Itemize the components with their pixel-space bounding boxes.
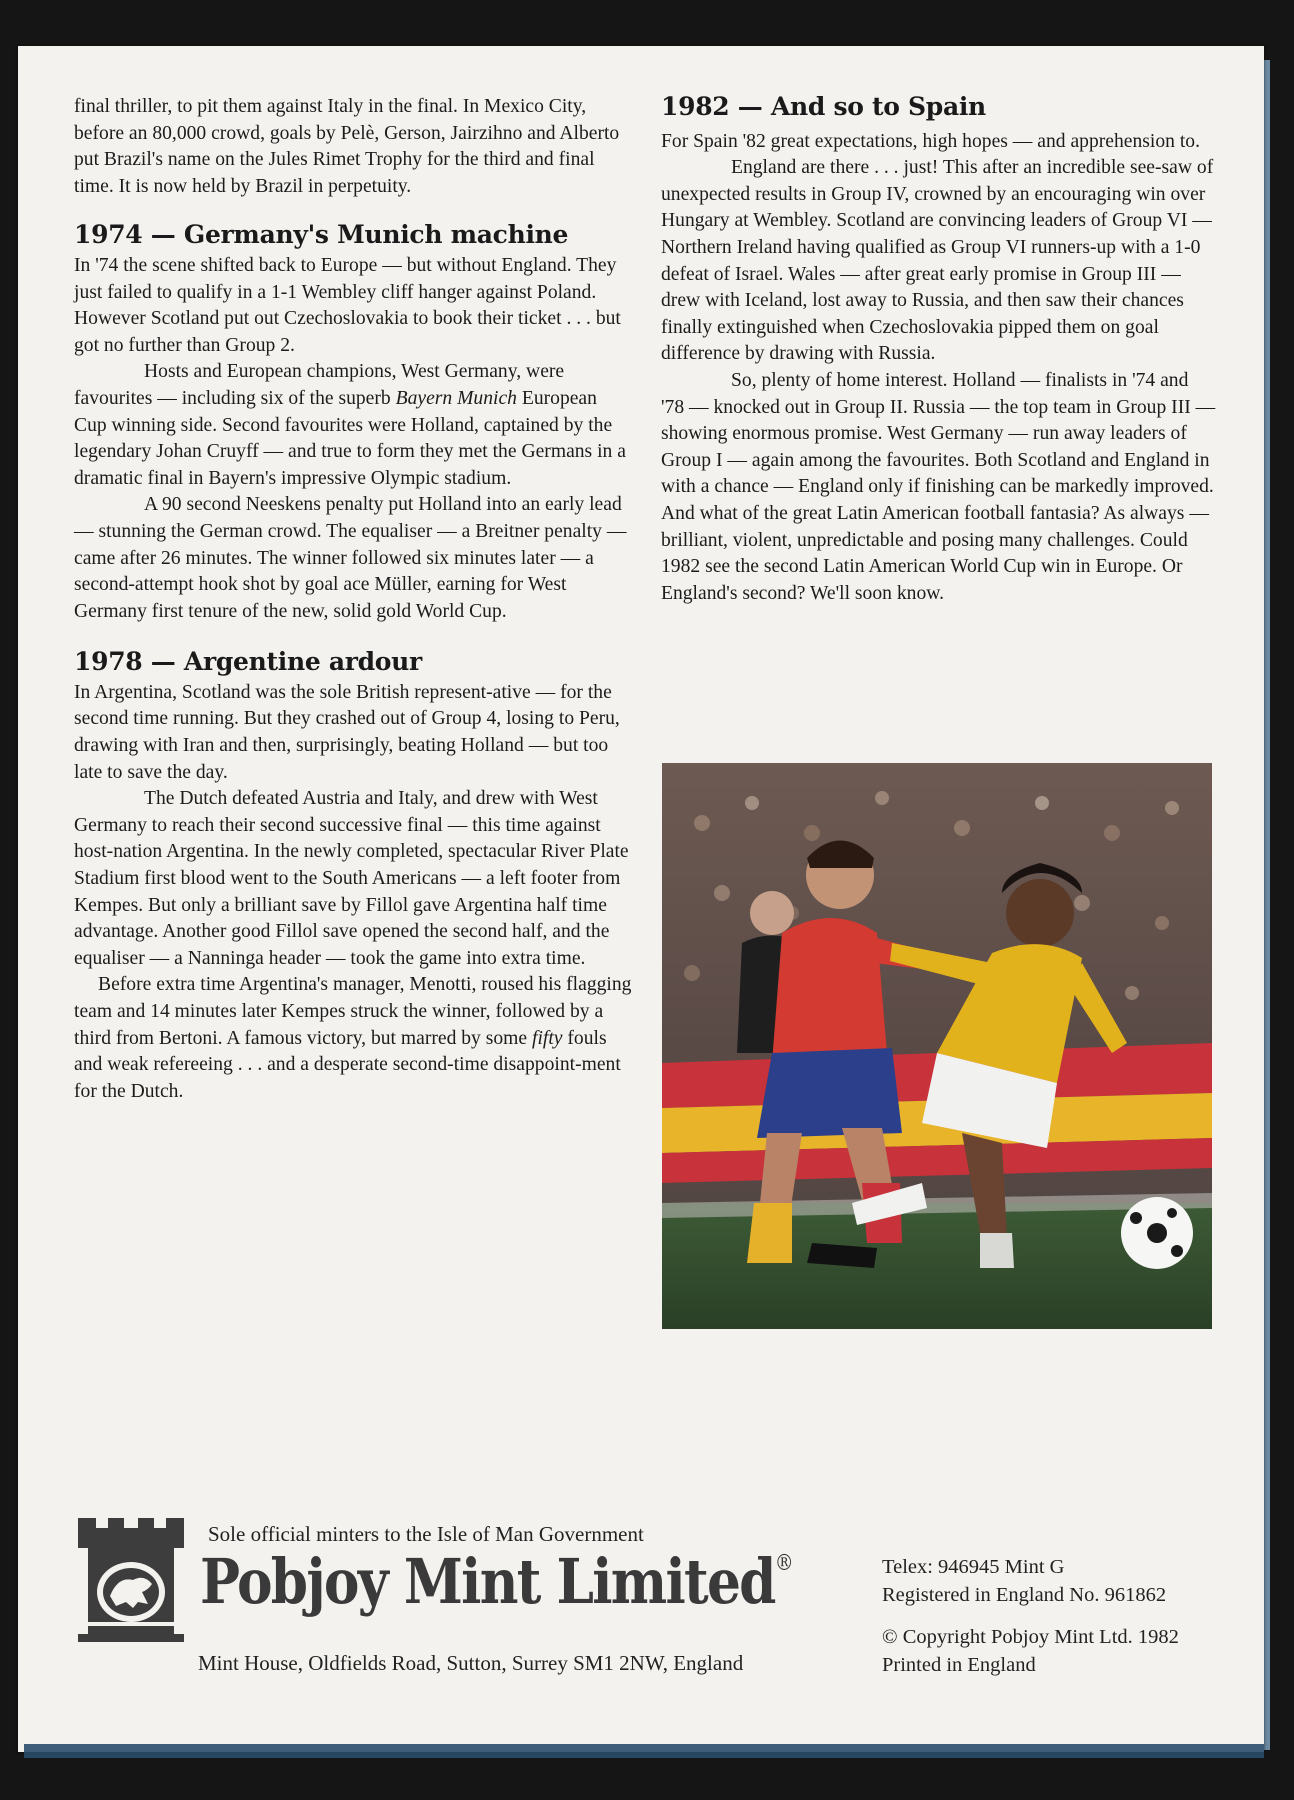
paragraph-1974-3: A 90 second Neeskens penalty put Holland into an early lead — stunning the German crowd. The equaliser — a Breitner penalty — came after 26 minutes. The winner followed six minutes later — a second-attempt hook shot by goal ace Müller, earning for West Germany first tenure of the new, solid gold World Cup. xyxy=(74,494,627,622)
heading-1974: 1974 — Germany's Munich machine xyxy=(74,220,569,250)
paragraph-1978-3 xyxy=(74,972,634,1105)
booklet-bottom-edge xyxy=(24,1744,1264,1758)
paragraph-1974-1: In '74 the scene shifted back to Europe — but without England. They just failed to qualify in a 1-1 Wembley cliff hanger against Poland. However Scotland put out Czechoslovakia to book their ticket . . . but got no further than Group 2. xyxy=(74,254,621,356)
copyright-line: © Copyright Pobjoy Mint Ltd. 1982 xyxy=(882,1626,1179,1648)
footer-tagline: Sole official minters to the Isle of Man Government xyxy=(208,1522,644,1546)
paragraph-1978-2: The Dutch defeated Austria and Italy, and drew with West Germany to reach their second successive final — this time against host-nation Argentina. In the newly completed, spectacular River Plate Stadium first blood went to the South Americans — a left footer from Kempes. But only a brilliant save by Fillol gave Argentina half time advantage. Another good Fillol save opened the second half, and the equaliser — a Nanninga header — took the game into extra time. xyxy=(74,788,629,969)
brand-name xyxy=(200,1545,792,1618)
paragraph-1978-1: In Argentina, Scotland was the sole British represent-ative — for the second time running. But they crashed out of Group 4, losing to Peru, drawing with Iran and then, surprisingly, beating Holland — but too late to save the day. xyxy=(74,681,620,783)
paragraph-1982-1: For Spain '82 great expectations, high hopes — and apprehension to. xyxy=(661,130,1200,152)
italic-team-name: Bayern Munich xyxy=(395,387,517,409)
registered-mark: ® xyxy=(774,1551,792,1576)
text-span: European Cup winning side. Second favourites were Holland, captained by the legendary Johan Cruyff — and true to form they met the Germans in a dramatic final in Bayern's impressive Olympic stadium. xyxy=(74,387,626,489)
intro-paragraph: final thriller, to pit them against Italy in the final. In Mexico City, before an 80,000 crowd, goals by Pelè, Gerson, Jairzihno and Alberto put Brazil's name on the Jules Rimet Trophy for the third and final time. It is now held by Brazil in perpetuity. xyxy=(74,96,620,197)
castle-logo-icon xyxy=(78,1518,184,1642)
brand-text: Pobjoy Mint Limited xyxy=(200,1545,775,1618)
paragraph-1982-2: England are there . . . just! This after an incredible see-saw of unexpected results in Group IV, crowned by an encouraging win over Hungary at Wembley. Scotland are convincing leaders of Group VI — Northern Ireland having qualified as Group VI runners-up with a 1-0 defeat of Israel. Wales — after great early promise in Group III — drew with Iceland, lost away to Russia, and then saw their chances finally extinguished when Czechoslovakia pipped them on goal difference by drawing with Russia. xyxy=(661,157,1214,365)
contact-block xyxy=(882,1553,1222,1679)
text-span: Before extra time Argentina's manager, Menotti, roused his flagging team and 14 minutes later Kempes struck the winner, followed by a third from Bertoni. A famous victory, but marred by some xyxy=(74,974,632,1049)
football-photo xyxy=(662,763,1212,1329)
text-span: Hosts and European champions, West Germany, were favourites — including six of the superb xyxy=(74,361,565,409)
paragraph-1974-2 xyxy=(74,359,634,492)
heading-1978: 1978 — Argentine ardour xyxy=(74,647,422,677)
heading-1982: 1982 — And so to Spain xyxy=(661,92,986,121)
spacer xyxy=(882,1609,1222,1623)
paragraph-1982-3: So, plenty of home interest. Holland — finalists in '74 and '78 — knocked out in Group II. Russia — the top team in Group III — showing enormous promise. West Germany — run away leaders of Group I — again among the favourites. Both Scotland and England in with a chance — England only if finishing can be markedly improved. And what of the great Latin American football fantasia? As always — brilliant, violent, unpredictable and posing many challenges. Could 1982 see the second Latin American World Cup win in Europe. Or England's second? We'll soon know. xyxy=(661,369,1216,604)
football-photo-illustration xyxy=(662,763,1212,1329)
printed-line: Printed in England xyxy=(882,1654,1036,1676)
left-column xyxy=(74,94,634,1105)
telex-line: Telex: 946945 Mint G xyxy=(882,1556,1065,1578)
right-column xyxy=(661,94,1216,607)
text-span: fouls and weak refereeing . . . and a desperate second-time disappoint-ment for the Dutch. xyxy=(74,1027,621,1102)
footer-address: Mint House, Oldfields Road, Sutton, Surrey SM1 2NW, England xyxy=(198,1651,744,1675)
italic-word: fifty xyxy=(532,1027,563,1049)
registration-line: Registered in England No. 961862 xyxy=(882,1584,1167,1606)
